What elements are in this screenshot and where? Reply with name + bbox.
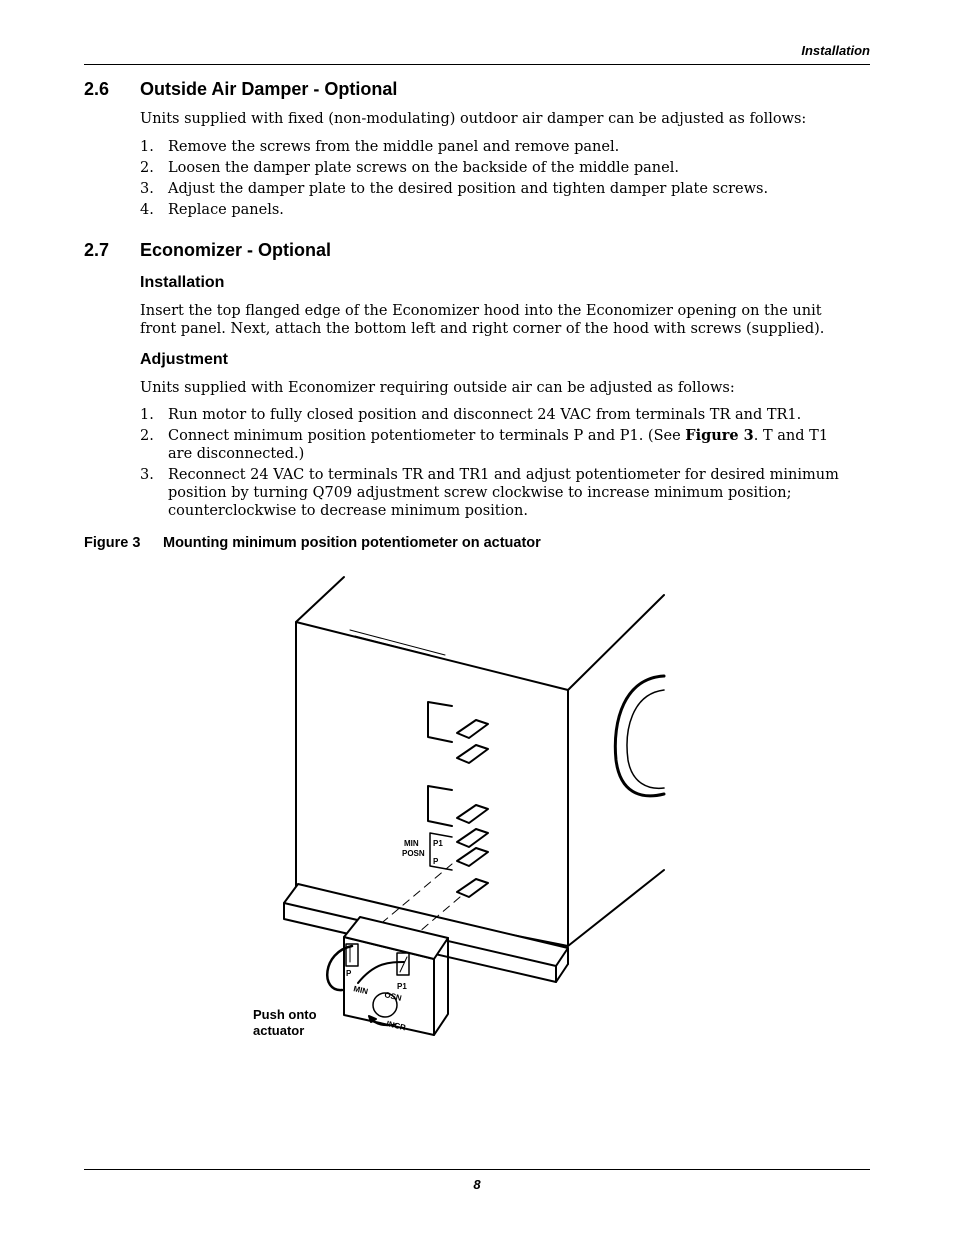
list-item: [140, 180, 850, 198]
running-header: Installation: [801, 43, 870, 58]
damper-steps-list: [140, 138, 850, 222]
installation-text: Insert the top flanged edge of the Economizer hood into the Economizer opening on the unit front panel. Next, attach the bottom left and right corner of the hood with screws (supplied).: [140, 303, 825, 337]
list-text: Replace panels.: [168, 202, 284, 218]
section-number: 2.7: [84, 240, 110, 260]
figure-reference-link[interactable]: Figure 3: [685, 427, 754, 444]
adjustment-steps-list: [140, 406, 850, 523]
pot-p-label: P: [346, 969, 352, 978]
actuator-p1-label: P1: [433, 839, 443, 848]
header-rule: [84, 64, 870, 65]
figure-caption-text: Mounting minimum position potentiometer on actuator: [163, 535, 541, 551]
figure-caption: [84, 535, 541, 551]
list-text: Run motor to fully closed position and disconnect 24 VAC from terminals TR and TR1.: [168, 407, 802, 423]
list-text: Remove the screws from the middle panel and remove panel.: [168, 139, 620, 155]
actuator-posn-label: POSN: [402, 849, 425, 858]
page-number: 8: [473, 1177, 481, 1192]
list-text: Connect minimum position potentiometer to terminals P and P1. (See: [168, 428, 686, 444]
subheading-installation: Installation: [140, 274, 225, 291]
list-number: 2.: [140, 428, 154, 444]
list-item: [140, 138, 850, 156]
actuator-min-label: MIN: [404, 839, 419, 848]
section-title: Outside Air Damper - Optional: [140, 79, 398, 99]
callout-line: Push onto: [253, 1007, 317, 1022]
pot-min-label: MIN: [352, 984, 369, 997]
list-number: 1.: [140, 407, 154, 423]
section-title: Economizer - Optional: [140, 240, 332, 260]
list-number: 1.: [140, 139, 154, 155]
callout-line: actuator: [253, 1023, 305, 1038]
list-number: 3.: [140, 181, 154, 197]
figure-callout: [253, 1007, 317, 1039]
subheading-adjustment: Adjustment: [140, 351, 228, 368]
list-item: [140, 201, 850, 219]
section-number: 2.6: [84, 79, 110, 99]
list-item: [140, 406, 850, 424]
section-heading-2-6: [84, 79, 397, 100]
list-item: [140, 466, 850, 520]
list-text: Loosen the damper plate screws on the backside of the middle panel.: [168, 160, 679, 176]
actuator-illustration: [240, 570, 680, 1050]
section-heading-2-7: [84, 240, 331, 261]
list-number: 4.: [140, 202, 154, 218]
section-intro: Units supplied with fixed (non-modulating) outdoor air damper can be adjusted as follows:: [140, 111, 807, 127]
actuator-p-label: P: [433, 857, 439, 866]
list-text: Reconnect 24 VAC to terminals TR and TR1 and adjust potentiometer for desired minimum position by turning Q709 adjustment screw clockwise to increase minimum position; counterclockwise to decrease minimum position.: [168, 467, 839, 519]
pot-p1-label: P1: [397, 982, 407, 991]
list-text-tail: . T and T1 are disconnected.): [168, 428, 829, 462]
list-number: 3.: [140, 467, 154, 483]
figure-label: Figure 3: [84, 535, 141, 551]
pot-incr-label: INCR: [385, 1019, 407, 1033]
list-text: Adjust the damper plate to the desired position and tighten damper plate screws.: [168, 181, 769, 197]
footer-rule: [84, 1169, 870, 1170]
list-item: [140, 427, 850, 463]
list-number: 2.: [140, 160, 154, 176]
pot-posn-label: OSN: [383, 990, 403, 1003]
adjustment-intro: Units supplied with Economizer requiring outside air can be adjusted as follows:: [140, 380, 735, 396]
list-item: [140, 159, 850, 177]
